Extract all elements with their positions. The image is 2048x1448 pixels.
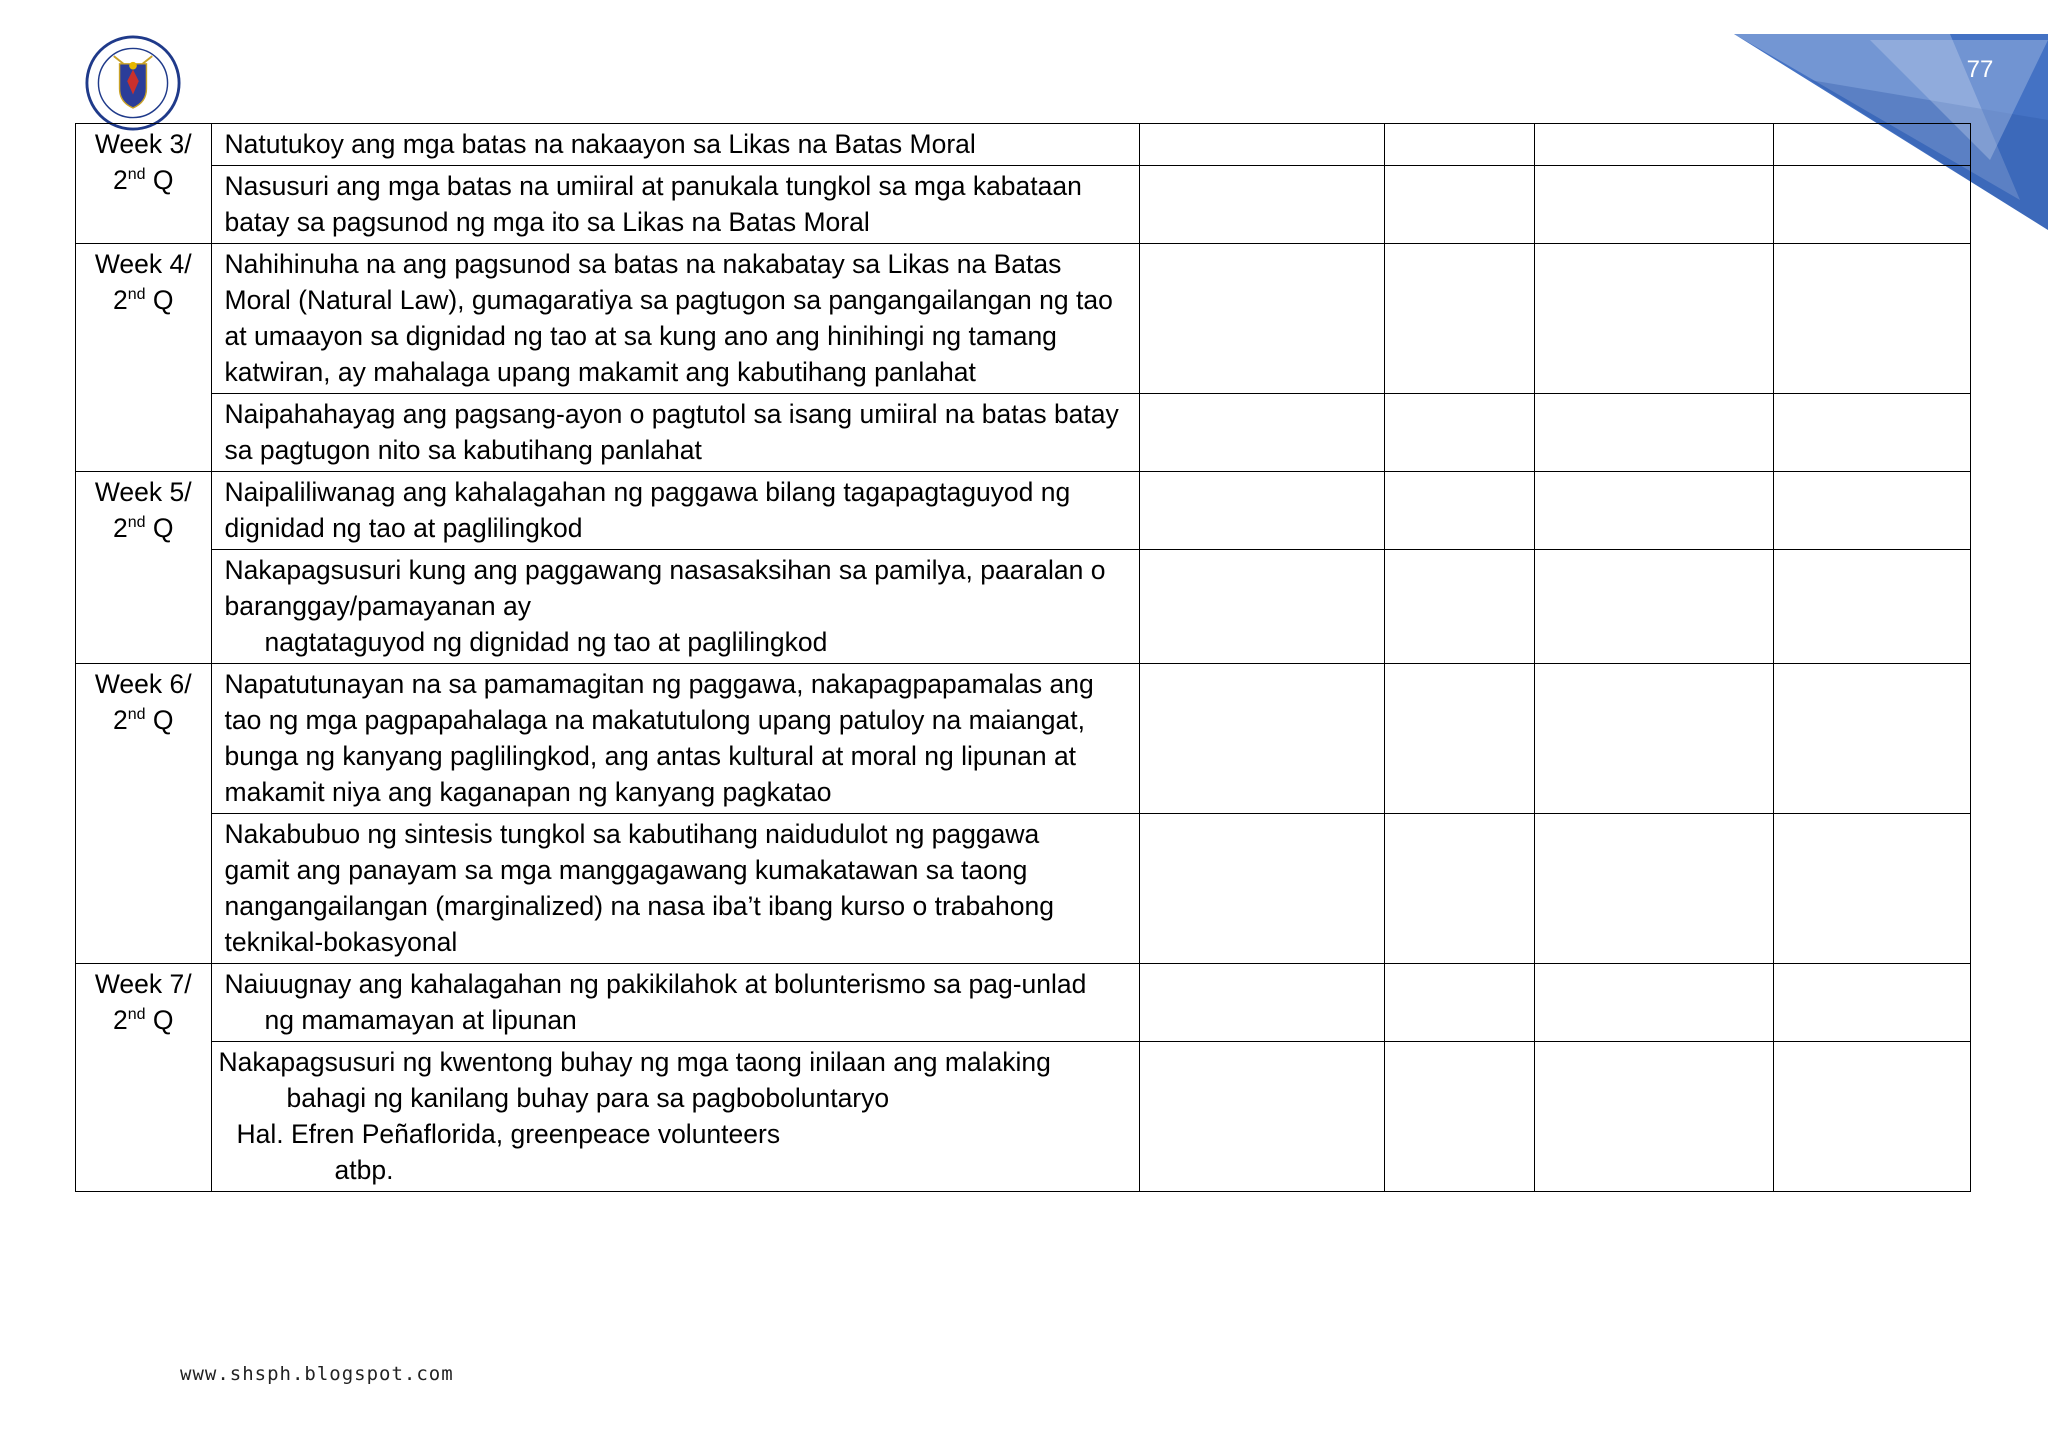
blank-cell xyxy=(1384,664,1535,814)
footer-url: www.shsph.blogspot.com xyxy=(180,1363,454,1385)
blank-cell xyxy=(1535,472,1774,550)
blank-cell xyxy=(1535,964,1774,1042)
blank-cell xyxy=(1384,1042,1535,1192)
week-cell: Week 4/ 2nd Q xyxy=(76,244,212,472)
table-row xyxy=(76,244,1971,394)
competency-cell: Nasusuri ang mga batas na umiiral at panukala tungkol sa mga kabataan batay sa pagsunod ng mga ito sa Likas na Batas Moral xyxy=(211,166,1139,244)
table-row xyxy=(76,394,1971,472)
competency-cell: Nakapagsusuri ng kwentong buhay ng mga taong inilaan ang malaking bahagi ng kanilang buhay para sa pagboboluntaryo Hal. Efren Peñaflorida, greenpeace volunteers atbp. xyxy=(211,1042,1139,1192)
blank-cell xyxy=(1139,814,1384,964)
table-row xyxy=(76,964,1971,1042)
blank-cell xyxy=(1384,550,1535,664)
competency-cell: Naipahahayag ang pagsang-ayon o pagtutol sa isang umiiral na batas batay sa pagtugon nito sa kabutihang panlahat xyxy=(211,394,1139,472)
blank-cell xyxy=(1139,1042,1384,1192)
table-row xyxy=(76,124,1971,166)
blank-cell xyxy=(1774,664,1971,814)
blank-cell xyxy=(1774,394,1971,472)
blank-cell xyxy=(1384,244,1535,394)
table-row xyxy=(76,814,1971,964)
blank-cell xyxy=(1139,394,1384,472)
blank-cell xyxy=(1774,472,1971,550)
blank-cell xyxy=(1384,124,1535,166)
competency-cell: Naiuugnay ang kahalagahan ng pakikilahok at bolunterismo sa pag-unlad ng mamamayan at lipunan xyxy=(211,964,1139,1042)
blank-cell xyxy=(1384,814,1535,964)
blank-cell xyxy=(1774,124,1971,166)
blank-cell xyxy=(1774,244,1971,394)
competency-table xyxy=(75,123,1971,1192)
blank-cell xyxy=(1535,394,1774,472)
table-row xyxy=(76,550,1971,664)
week-cell: Week 7/ 2nd Q xyxy=(76,964,212,1192)
blank-cell xyxy=(1384,472,1535,550)
blank-cell xyxy=(1774,814,1971,964)
competency-cell: Nahihinuha na ang pagsunod sa batas na nakabatay sa Likas na Batas Moral (Natural Law), gumagaratiya sa pagtugon sa pangangailangan ng tao at umaayon sa dignidad ng tao at sa kung ano ang hinihingi ng tamang katwiran, ay mahalaga upang makamit ang kabutihang panlahat xyxy=(211,244,1139,394)
blank-cell xyxy=(1535,244,1774,394)
week-cell: Week 5/ 2nd Q xyxy=(76,472,212,664)
blank-cell xyxy=(1535,124,1774,166)
blank-cell xyxy=(1774,166,1971,244)
blank-cell xyxy=(1535,814,1774,964)
blank-cell xyxy=(1535,550,1774,664)
deped-seal-icon xyxy=(85,35,181,131)
table-row xyxy=(76,664,1971,814)
blank-cell xyxy=(1774,550,1971,664)
week-cell: Week 6/ 2nd Q xyxy=(76,664,212,964)
blank-cell xyxy=(1384,964,1535,1042)
blank-cell xyxy=(1139,244,1384,394)
competency-cell: Nakapagsusuri kung ang paggawang nasasaksihan sa pamilya, paaralan o baranggay/pamayanan ay nagtataguyod ng dignidad ng tao at paglilingkod xyxy=(211,550,1139,664)
blank-cell xyxy=(1535,166,1774,244)
table-row xyxy=(76,166,1971,244)
competency-cell: Natutukoy ang mga batas na nakaayon sa Likas na Batas Moral xyxy=(211,124,1139,166)
page-number: 77 xyxy=(1966,56,1994,83)
blank-cell xyxy=(1384,394,1535,472)
blank-cell xyxy=(1774,1042,1971,1192)
table-row xyxy=(76,1042,1971,1192)
blank-cell xyxy=(1139,664,1384,814)
table-row xyxy=(76,472,1971,550)
blank-cell xyxy=(1139,964,1384,1042)
blank-cell xyxy=(1384,166,1535,244)
blank-cell xyxy=(1139,124,1384,166)
blank-cell xyxy=(1535,664,1774,814)
blank-cell xyxy=(1139,550,1384,664)
competency-cell: Nakabubuo ng sintesis tungkol sa kabutihang naidudulot ng paggawa gamit ang panayam sa mga manggagawang kumakatawan sa taong nangangailangan (marginalized) na nasa iba’t ibang kurso o trabahong teknikal-bokasyonal xyxy=(211,814,1139,964)
blank-cell xyxy=(1139,166,1384,244)
competency-cell: Napatutunayan na sa pamamagitan ng paggawa, nakapagpapamalas ang tao ng mga pagpapahalaga na makatutulong upang patuloy na maiangat, bunga ng kanyang paglilingkod, ang antas kultural at moral ng lipunan at makamit niya ang kaganapan ng kanyang pagkatao xyxy=(211,664,1139,814)
blank-cell xyxy=(1139,472,1384,550)
blank-cell xyxy=(1774,964,1971,1042)
competency-cell: Naipaliliwanag ang kahalagahan ng paggawa bilang tagapagtaguyod ng dignidad ng tao at paglilingkod xyxy=(211,472,1139,550)
blank-cell xyxy=(1535,1042,1774,1192)
week-cell: Week 3/ 2nd Q xyxy=(76,124,212,244)
